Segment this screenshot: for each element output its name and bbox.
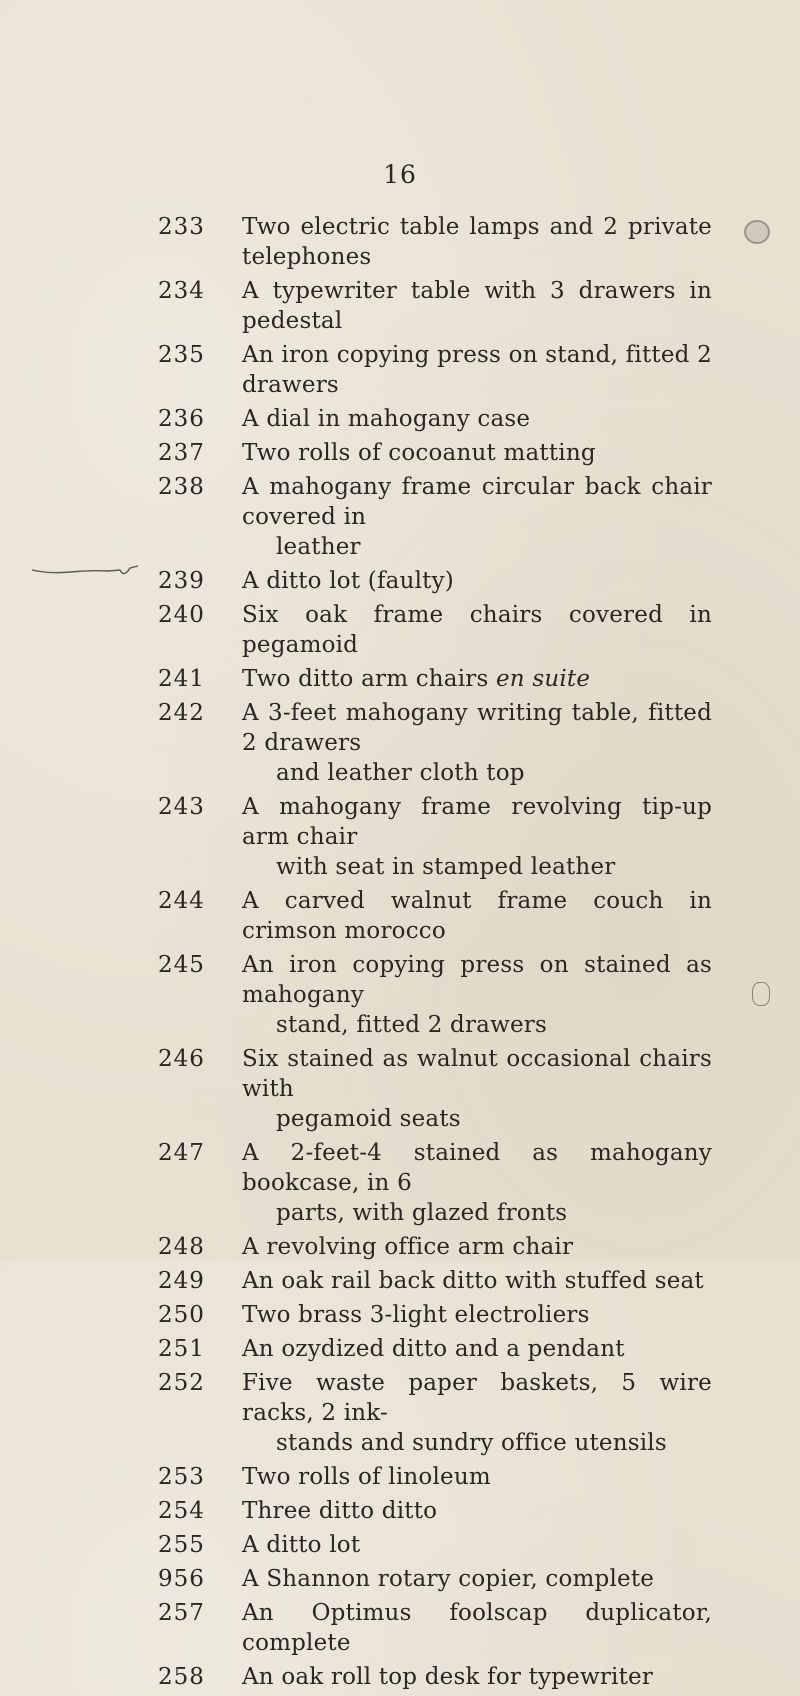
lot-description-line: A revolving office arm chair (242, 1234, 574, 1260)
lot-entry (158, 1530, 712, 1560)
lot-description-line: Three ditto ditto (242, 1498, 438, 1524)
lot-description-line: A mahogany frame circular back chair covered in (242, 474, 712, 530)
lot-description (242, 792, 712, 882)
lot-entry (158, 886, 712, 946)
lot-number: 245 (158, 952, 205, 978)
lot-number: 242 (158, 700, 205, 726)
lot-description (242, 1462, 712, 1492)
lot-entry (158, 1334, 712, 1364)
lot-number: 252 (158, 1370, 205, 1396)
lot-entry (158, 1044, 712, 1134)
lot-description-line: A carved walnut frame couch in crimson morocco (242, 888, 712, 944)
lot-entry (158, 698, 712, 788)
lot-number: 237 (158, 440, 205, 466)
lot-number: 253 (158, 1464, 205, 1490)
lot-entry (158, 1368, 712, 1458)
lot-description (242, 1300, 712, 1330)
lot-description-line: Six stained as walnut occasional chairs with (242, 1046, 712, 1102)
lot-description (242, 340, 712, 400)
lot-number: 258 (158, 1664, 205, 1690)
lot-description-line: A mahogany frame revolving tip-up arm chair (242, 794, 712, 850)
lot-description (242, 438, 712, 468)
lot-number: 240 (158, 602, 205, 628)
lot-entry (158, 438, 712, 468)
lot-description (242, 276, 712, 336)
lot-description-line: Six oak frame chairs covered in pegamoid (242, 602, 712, 658)
lot-entry (158, 600, 712, 660)
lot-number: 257 (158, 1600, 205, 1626)
lot-description-line: stands and sundry office utensils (276, 1430, 667, 1456)
lot-description (242, 886, 712, 946)
page-number: 16 (383, 160, 417, 189)
lot-description-line: An Optimus foolscap duplicator, complete (242, 1600, 712, 1656)
lot-description-line: and leather cloth top (276, 760, 525, 786)
lot-entry (158, 1232, 712, 1262)
lot-description (242, 212, 712, 272)
lot-description (242, 404, 712, 434)
lot-number: 238 (158, 474, 205, 500)
lot-number: 236 (158, 406, 205, 432)
lot-description-line: A typewriter table with 3 drawers in pedestal (242, 278, 712, 334)
paper-stain-mark (744, 220, 770, 244)
lot-description-line: An iron copying press on stand, fitted 2 drawers (242, 342, 712, 398)
lot-description-line: An iron copying press on stained as mahogany (242, 952, 712, 1008)
lot-number: 234 (158, 278, 205, 304)
lot-entry (158, 340, 712, 400)
lot-entry (158, 1300, 712, 1330)
lot-number: 250 (158, 1302, 205, 1328)
lot-description-line: An oak rail back ditto with stuffed seat (242, 1268, 704, 1294)
lot-entry (158, 276, 712, 336)
lot-number: 251 (158, 1336, 205, 1362)
lot-number: 241 (158, 666, 205, 692)
lot-entry (158, 1138, 712, 1228)
lot-description (242, 566, 712, 596)
lot-description-line: with seat in stamped leather (276, 854, 616, 880)
lot-description-line: Five waste paper baskets, 5 wire racks, 2 ink- (242, 1370, 712, 1426)
lot-description-line: A 3-feet mahogany writing table, fitted 2 drawers (242, 700, 712, 756)
lot-description-line: leather (276, 534, 361, 560)
lot-number: 239 (158, 568, 205, 594)
lot-description (242, 1368, 712, 1458)
lot-description (242, 600, 712, 660)
lot-description-line: Two ditto arm chairs en suite (242, 666, 591, 692)
lot-description-line: An oak roll top desk for typewriter (242, 1664, 654, 1690)
lot-entry (158, 664, 712, 694)
lot-description-line: parts, with glazed fronts (276, 1200, 568, 1226)
lot-description-line: Two rolls of linoleum (242, 1464, 491, 1490)
lot-description-line: pegamoid seats (276, 1106, 461, 1132)
lot-entry (158, 1496, 712, 1526)
lot-number: 233 (158, 214, 205, 240)
lot-number: 249 (158, 1268, 205, 1294)
lot-number: 243 (158, 794, 205, 820)
lot-entry (158, 1564, 712, 1594)
lot-description-line: Two brass 3-light electroliers (242, 1302, 590, 1328)
lot-number: 244 (158, 888, 205, 914)
lot-entry (158, 1462, 712, 1492)
lot-description-line: A ditto lot (faulty) (242, 568, 454, 594)
lot-description-line: Two rolls of cocoanut matting (242, 440, 596, 466)
lot-description (242, 1138, 712, 1228)
lot-description (242, 1266, 712, 1296)
lot-description (242, 472, 712, 562)
margin-pencil-mark (30, 556, 150, 586)
lot-entry (158, 950, 712, 1040)
lot-description (242, 1598, 712, 1658)
lot-description-line: stand, fitted 2 drawers (276, 1012, 547, 1038)
lot-description (242, 1530, 712, 1560)
paper-stain-mark (752, 982, 770, 1006)
lot-description (242, 1044, 712, 1134)
lot-description (242, 664, 712, 694)
lot-number: 235 (158, 342, 205, 368)
lot-number: 956 (158, 1566, 205, 1592)
lot-description (242, 1334, 712, 1364)
lot-list (158, 212, 712, 1696)
lot-description (242, 1496, 712, 1526)
lot-entry (158, 212, 712, 272)
lot-entry (158, 1266, 712, 1296)
lot-description-line: A 2-feet-4 stained as mahogany bookcase, in 6 (242, 1140, 712, 1196)
lot-description (242, 1662, 712, 1692)
lot-description (242, 950, 712, 1040)
lot-entry (158, 1662, 712, 1692)
lot-number: 247 (158, 1140, 205, 1166)
lot-description-line: An ozydized ditto and a pendant (242, 1336, 625, 1362)
lot-description-line: A ditto lot (242, 1532, 361, 1558)
lot-number: 248 (158, 1234, 205, 1260)
lot-number: 255 (158, 1532, 205, 1558)
lot-description-line: Two electric table lamps and 2 private telephones (242, 214, 712, 270)
lot-entry (158, 792, 712, 882)
lot-number: 254 (158, 1498, 205, 1524)
lot-entry (158, 566, 712, 596)
lot-description-line: A Shannon rotary copier, complete (242, 1566, 655, 1592)
lot-description (242, 1564, 712, 1594)
lot-number: 246 (158, 1046, 205, 1072)
lot-description (242, 698, 712, 788)
lot-description (242, 1232, 712, 1262)
lot-entry (158, 404, 712, 434)
lot-entry (158, 1598, 712, 1658)
lot-description-line: A dial in mahogany case (242, 406, 531, 432)
lot-entry (158, 472, 712, 562)
